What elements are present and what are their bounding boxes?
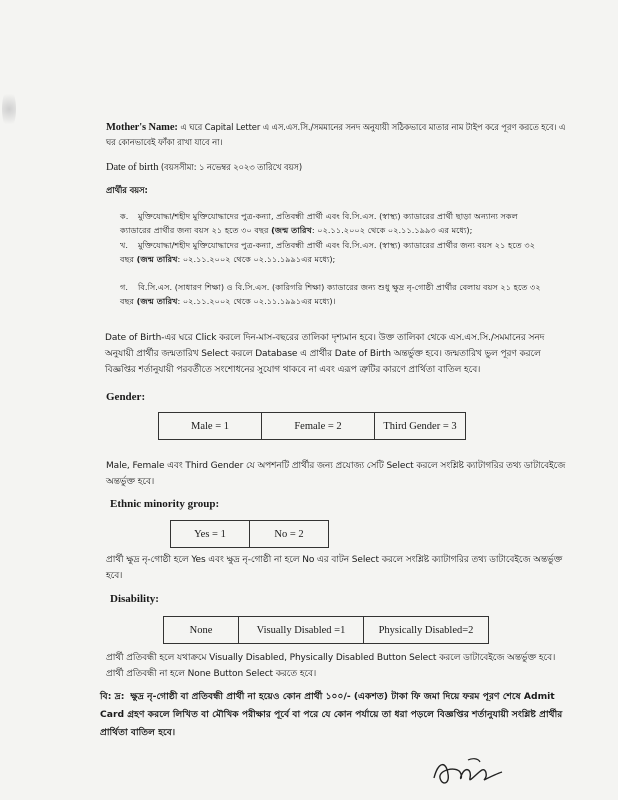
age-item-text: মুক্তিযোদ্ধা/শহীদ মুক্তিযোদ্ধাদের পুত্র-কন্যা, প্রতিবন্ধী প্রার্থী এবং বি.সি.এস. (স্বাস্থ্য) ক্যাডারের প্রার্থীর জন্য বয়স ২১ হতে ৩২ বছর [120, 240, 536, 264]
gender-options-table [158, 412, 466, 440]
dob-label: Date of birth [106, 162, 159, 173]
ethnic-options-table [170, 520, 329, 548]
gender-instruction: Male, Female এবং Third Gender যে অপশনটি প্রার্থীর জন্য প্রযোজ্য সেটি Select করলে সংশ্লিষ্ট ক্যাটাগরির তথ্য ডাটাবেইজে অন্তর্ভুক্ত হবে। [106, 461, 566, 487]
note-lead: বি: দ্র: [100, 691, 125, 702]
disability-option-none: None [164, 617, 239, 644]
age-item-bold: (জন্ম তারিখ [136, 254, 178, 264]
age-item-dates: : ০২.১১.২০০২ থেকে ০২.১১.১৯৯১এর মধ্যে); [177, 254, 336, 264]
signature-icon [428, 752, 508, 792]
gender-option-third: Third Gender = 3 [375, 413, 466, 440]
age-item-bold: (জন্ম তারিখ [136, 296, 178, 306]
dob-instruction: Date of Birth-এর ঘরে Click করলে দিন-মাস-বছরের তালিকা দৃশ্যমান হবে। উক্ত তালিকা থেকে এস.এস.সি./সমমানের সনদ অনুযায়ী প্রার্থীর জন্মতারিখ Select করলে Database এ প্রার্থীর Date of Birth অন্তর্ভুক্ত হবে। জন্মতারিখ ভুল পূরণ করলে বিজ্ঞপ্তির শর্তানুযায়ী পরবর্তীতে সংশোধনের সুযোগ থাকবে না এবং এরূপ ত্রুটির কারণে প্রার্থিতা বাতিল হবে। [105, 333, 545, 375]
age-item-dates: : ০২.১১.২০০২ থেকে ০২.১১.১৯৯৩ এর মধ্যে); [311, 225, 473, 235]
note-section [100, 688, 570, 742]
mother-name-label: Mother's Name: [106, 122, 178, 133]
age-item-text: মুক্তিযোদ্ধা/শহীদ মুক্তিযোদ্ধাদের পুত্র-কন্যা, প্রতিবন্ধী প্রার্থী এবং বি.সি.এস. (স্বাস্থ্য) ক্যাডারের প্রার্থী ছাড়া অন্যান্য সকল ক্যাডারের প্রার্থীর জন্য বয়স ২১ হতে ৩০ বছর [120, 211, 518, 235]
disability-instruction: প্রার্থী প্রতিবন্ধী হলে যথাক্রমে Visually Disabled, Physically Disabled Button Select করলে ডাটাবেইজে অন্তর্ভুক্ত হবে। প্রার্থী প্রতিবন্ধী না হলে None Button Select করতে হবে। [106, 653, 556, 679]
dob-section [106, 160, 566, 175]
ethnic-option-no: No = 2 [250, 521, 329, 548]
dob-text: (বয়সসীমা: ১ নভেম্বর ২০২৩ তারিখে বয়স) [160, 162, 302, 172]
mother-name-text: এ ঘরে Capital Letter এ এস.এস.সি./সমমানের সনদ অনুযায়ী সঠিকভাবে মাতার নাম টাইপ করে পূরণ করতে হবে। এ ঘর কোনভাবেই ফাঁকা রাখা যাবে না। [106, 122, 566, 147]
ethnic-option-yes: Yes = 1 [171, 521, 250, 548]
candidate-age-title: প্রার্থীর বয়স: [106, 185, 148, 195]
ethnic-instruction: প্রার্থী ক্ষুদ্র নৃ-গোষ্ঠী হলে Yes এবং ক্ষুদ্র নৃ-গোষ্ঠী না হলে No এর বাটন Select করলে সংশ্লিষ্ট ক্যাটাগরির তথ্য ডাটাবেইজে অন্তর্ভুক্ত হবে। [106, 555, 563, 581]
gender-option-male: Male = 1 [159, 413, 262, 440]
age-item-text: বি.সি.এস. (সাধারণ শিক্ষা) ও বি.সি.এস. (কারিগরি শিক্ষা) ক্যাডারের জন্য শুধু ক্ষুদ্র নৃ-গোষ্ঠী প্রার্থীর বেলায় বয়স ২১ হতে ৩২ বছর [120, 282, 541, 306]
age-item [120, 238, 550, 266]
note-text: ক্ষুদ্র নৃ-গোষ্ঠী বা প্রতিবন্ধী প্রার্থী না হয়েও কোন প্রার্থী ১০০/- (একশত) টাকা ফি জমা দিয়ে ফরম পূরণ শেষে Admit Card গ্রহণ করলে লিখিত বা মৌখিক পরীক্ষার পূর্বে বা পরে যে কোন পর্যায়ে তা ধরা পড়লে বিজ্ঞপ্তির শর্তানুযায়ী সংশ্লিষ্ট প্রার্থীর প্রার্থিতা বাতিল হবে। [100, 691, 563, 738]
disability-options-table [163, 616, 489, 644]
age-item [120, 209, 550, 237]
disability-option-visual: Visually Disabled =1 [239, 617, 364, 644]
ethnic-title: Ethnic minority group: [110, 498, 220, 510]
scan-punch-mark [2, 88, 16, 130]
age-item-dates: : ০২.১১.২০০২ থেকে ০২.১১.১৯৯১এর মধ্যে)। [177, 296, 336, 306]
age-item-number: ক. [120, 211, 129, 221]
age-item-number: খ. [120, 240, 128, 250]
disability-option-physical: Physically Disabled=2 [364, 617, 489, 644]
age-item-bold: (জন্ম তারিখ [271, 225, 312, 235]
age-item-number: গ. [120, 282, 128, 292]
age-item [120, 280, 550, 308]
gender-option-female: Female = 2 [262, 413, 375, 440]
disability-title: Disability: [110, 593, 159, 605]
gender-title: Gender: [106, 391, 146, 403]
mother-name-section [106, 120, 566, 149]
